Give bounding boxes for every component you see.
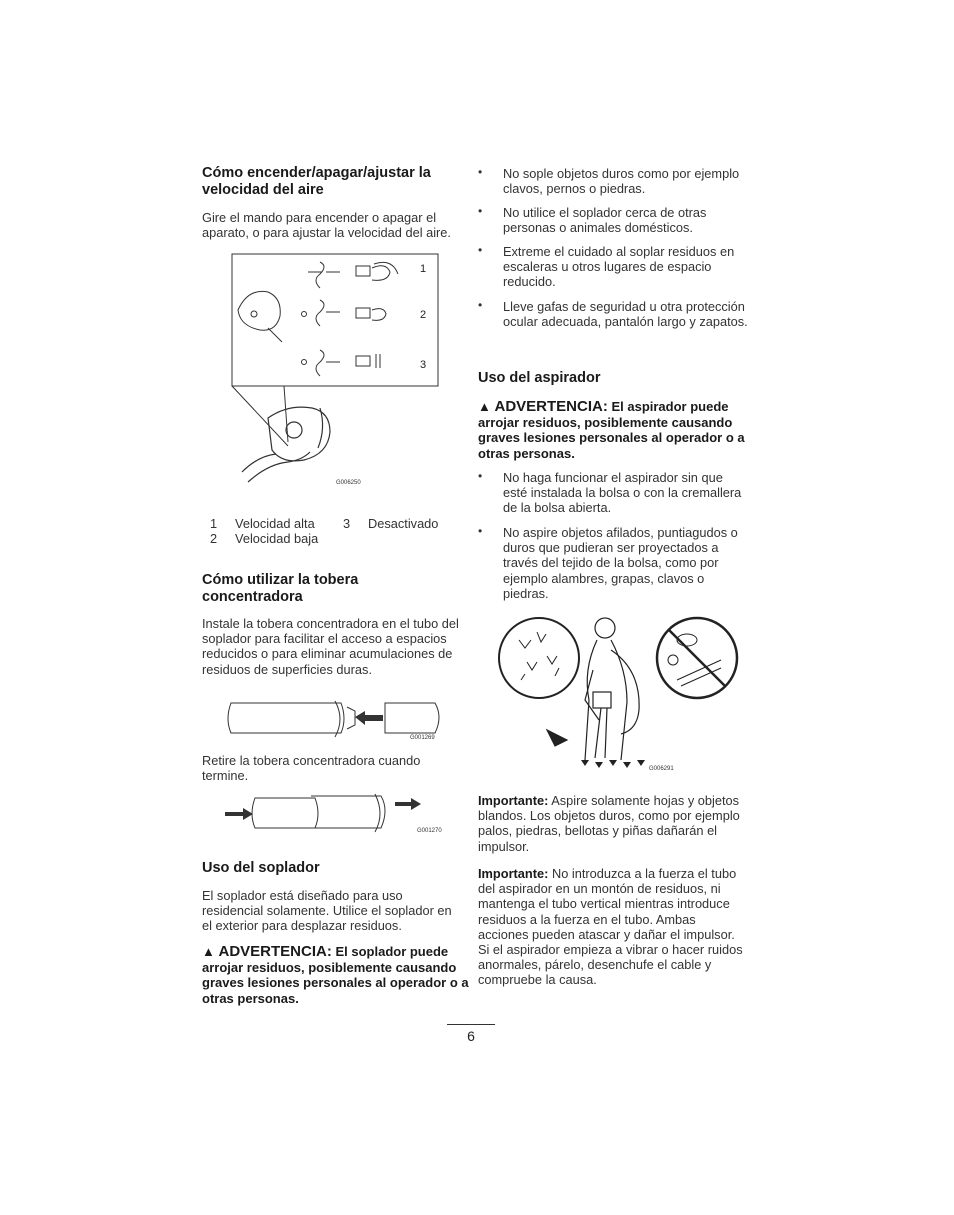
hard-objects-prohibited-icon: [657, 618, 737, 698]
section-title-nozzle: Cómo utilizar la tobera concentradora: [202, 572, 359, 605]
bullet-icon: •: [478, 243, 483, 257]
dial-label-1: 1: [420, 263, 427, 275]
debris-icon: [581, 760, 645, 768]
arrow-left-icon: [355, 711, 383, 725]
bullet-icon: •: [478, 204, 483, 218]
warning-blower: ▲ ADVERTENCIA: El soplador puede arrojar residuos, posiblemente causando graves lesiones personales al operador o a otras personas.: [202, 943, 469, 1006]
section-text-remove: Retire la tobera concentradora cuando termine.: [202, 753, 421, 784]
list-item: • No aspire objetos afilados, puntiagudos o duros que pudieran ser proyectados a través del tejido de la bolsa, como por ejemplo alambres, grapas, clavos o piedras.: [478, 524, 738, 601]
bullet-icon: •: [478, 298, 483, 312]
speed-dial-figure: [228, 250, 443, 500]
legend-item: 2: [210, 531, 218, 546]
leaves-allowed-icon: [499, 618, 579, 698]
vacuum-operator-figure: [497, 610, 767, 780]
nozzle-remove-figure: [225, 788, 445, 836]
legend-item: 1: [210, 516, 218, 531]
arrow-right-icon: [225, 808, 253, 820]
figure-code: G001270: [417, 828, 442, 834]
warning-vacuum: ▲ ADVERTENCIA: El aspirador puede arrojar residuos, posiblemente causando graves lesiones personales al operador o a otras personas.: [478, 398, 745, 461]
section-text-nozzle: Instale la tobera concentradora en el tubo del soplador para facilitar el acceso a espacios reducidos o para eliminar acumulaciones de residuos de superficies duras.: [202, 616, 459, 677]
bullet-icon: •: [478, 469, 483, 483]
section-text-power: Gire el mando para encender o apagar el aparato, o para ajustar la velocidad del aire.: [202, 210, 451, 241]
section-title-vacuum: Uso del aspirador: [478, 370, 601, 386]
list-item: • No utilice el soplador cerca de otras personas o animales domésticos.: [478, 204, 707, 236]
page-number-rule: [447, 1024, 495, 1025]
warning-icon: ▲: [202, 944, 215, 959]
list-item: • Extreme el cuidado al soplar residuos en escaleras u otros lugares de espacio reducido.: [478, 243, 735, 290]
legend-label: Velocidad baja: [235, 531, 319, 546]
important-note-1: Importante: Aspire solamente hojas y objetos blandos. Los objetos duros, como por ejemplo palos, piedras, bellotas y piñas dañarán el impulsor.: [478, 793, 740, 854]
bullet-icon: •: [478, 524, 483, 538]
bullet-icon: •: [478, 165, 483, 179]
figure-code: G006250: [336, 480, 361, 486]
nozzle-install-figure: [225, 697, 445, 742]
legend-label: Desactivado: [368, 516, 439, 531]
section-title-blower: Uso del soplador: [202, 860, 320, 876]
list-item: • No sople objetos duros como por ejemplo clavos, pernos o piedras.: [478, 165, 740, 197]
section-text-blower: El soplador está diseñado para uso residencial solamente. Utilice el soplador en el exterior para desplazar residuos.: [202, 888, 452, 934]
knob-icon: [238, 291, 282, 342]
fan-off-icon: [302, 350, 381, 376]
dial-inset-frame: [232, 254, 438, 386]
fan-high-icon: [308, 262, 398, 288]
dial-label-2: 2: [420, 309, 427, 321]
dial-label-3: 3: [420, 359, 427, 371]
operator-icon: [547, 618, 639, 760]
legend-label: Velocidad alta: [235, 516, 315, 531]
figure-code: G006291: [649, 766, 674, 772]
legend-item: 3: [343, 516, 351, 531]
list-item: • Lleve gafas de seguridad u otra protección ocular adecuada, pantalón largo y zapatos.: [478, 298, 748, 330]
warning-icon: ▲: [478, 399, 491, 414]
important-note-2: Importante: No introduzca a la fuerza el tubo del aspirador en un montón de residuos, ni mantenga el tubo vertical mientras introduce residuos a la fuerza en el tubo. Ambas acciones pueden atascar y dañar el impulsor. Si el aspirador empieza a vibrar o hacer ruidos anormales, párelo, desenchufe el cable y compruebe la causa.: [478, 866, 743, 988]
arrow-right-icon: [395, 798, 421, 810]
fan-low-icon: [302, 300, 387, 326]
list-item: • No haga funcionar el aspirador sin que esté instalada la bolsa o con la cremallera de la bolsa abierta.: [478, 469, 742, 516]
figure-code: G001269: [410, 735, 435, 741]
page-number: 6: [467, 1028, 475, 1044]
section-title-power: Cómo encender/apagar/ajustar la velocidad del aire: [202, 165, 431, 198]
